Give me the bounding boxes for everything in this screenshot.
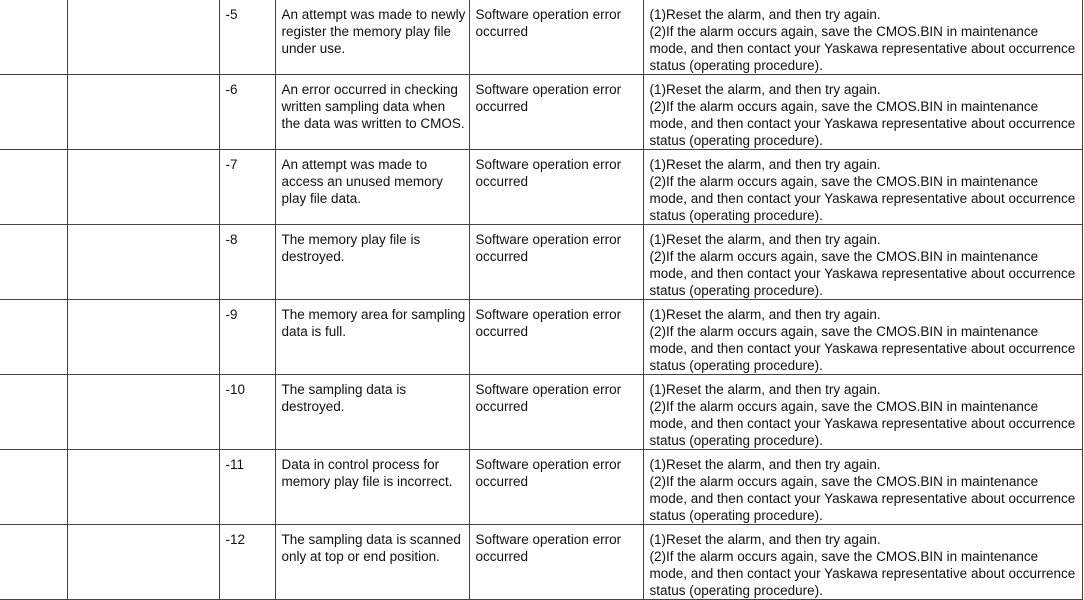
description-cell: The memory play file is destroyed. (275, 225, 469, 300)
cause-cell: Software operation error occurred (469, 300, 643, 375)
remedy-cell: (1)Reset the alarm, and then try again. (2)If the alarm occurs again, save the CMOS.BIN in maintenance mode, and then contact your Yaskawa representative about occurrence status (operating procedure). (643, 525, 1082, 600)
remedy-cell: (1)Reset the alarm, and then try again. (2)If the alarm occurs again, save the CMOS.BIN in maintenance mode, and then contact your Yaskawa representative about occurrence status (operating procedure). (643, 225, 1082, 300)
alarm-name-cell (67, 225, 219, 300)
subcode-cell: -7 (219, 150, 275, 225)
table-row (0, 75, 1082, 150)
remedy-cell: (1)Reset the alarm, and then try again. (2)If the alarm occurs again, save the CMOS.BIN in maintenance mode, and then contact your Yaskawa representative about occurrence status (operating procedure). (643, 300, 1082, 375)
table-row (0, 450, 1082, 525)
cause-cell: Software operation error occurred (469, 225, 643, 300)
cause-cell: Software operation error occurred (469, 525, 643, 600)
alarm-number-cell (0, 525, 67, 600)
alarm-number-cell (0, 0, 67, 75)
remedy-cell: (1)Reset the alarm, and then try again. (2)If the alarm occurs again, save the CMOS.BIN in maintenance mode, and then contact your Yaskawa representative about occurrence status (operating procedure). (643, 375, 1082, 450)
alarm-number-cell (0, 150, 67, 225)
subcode-cell: -11 (219, 450, 275, 525)
alarm-name-cell (67, 525, 219, 600)
table-row (0, 525, 1082, 600)
description-cell: The memory area for sampling data is full. (275, 300, 469, 375)
remedy-cell: (1)Reset the alarm, and then try again. (2)If the alarm occurs again, save the CMOS.BIN in maintenance mode, and then contact your Yaskawa representative about occurrence status (operating procedure). (643, 450, 1082, 525)
alarm-name-cell (67, 300, 219, 375)
alarm-name-cell (67, 0, 219, 75)
description-cell: An attempt was made to newly register the memory play file under use. (275, 0, 469, 75)
cause-cell: Software operation error occurred (469, 0, 643, 75)
alarm-number-cell (0, 225, 67, 300)
alarm-number-cell (0, 375, 67, 450)
alarm-number-cell (0, 300, 67, 375)
description-cell: The sampling data is destroyed. (275, 375, 469, 450)
remedy-cell: (1)Reset the alarm, and then try again. (2)If the alarm occurs again, save the CMOS.BIN in maintenance mode, and then contact your Yaskawa representative about occurrence status (operating procedure). (643, 0, 1082, 75)
table-row (0, 375, 1082, 450)
table-row (0, 0, 1082, 75)
description-cell: Data in control process for memory play file is incorrect. (275, 450, 469, 525)
description-cell: An attempt was made to access an unused memory play file data. (275, 150, 469, 225)
table-row (0, 300, 1082, 375)
cause-cell: Software operation error occurred (469, 450, 643, 525)
subcode-cell: -6 (219, 75, 275, 150)
alarm-name-cell (67, 75, 219, 150)
subcode-cell: -5 (219, 0, 275, 75)
alarm-number-cell (0, 450, 67, 525)
alarm-name-cell (67, 150, 219, 225)
description-cell: An error occurred in checking written sampling data when the data was written to CMOS. (275, 75, 469, 150)
remedy-cell: (1)Reset the alarm, and then try again. (2)If the alarm occurs again, save the CMOS.BIN in maintenance mode, and then contact your Yaskawa representative about occurrence status (operating procedure). (643, 150, 1082, 225)
alarm-number-cell (0, 75, 67, 150)
alarm-name-cell (67, 375, 219, 450)
subcode-cell: -8 (219, 225, 275, 300)
cause-cell: Software operation error occurred (469, 150, 643, 225)
subcode-cell: -12 (219, 525, 275, 600)
cause-cell: Software operation error occurred (469, 75, 643, 150)
subcode-cell: -10 (219, 375, 275, 450)
remedy-cell: (1)Reset the alarm, and then try again. (2)If the alarm occurs again, save the CMOS.BIN in maintenance mode, and then contact your Yaskawa representative about occurrence status (operating procedure). (643, 75, 1082, 150)
subcode-cell: -9 (219, 300, 275, 375)
alarm-name-cell (67, 450, 219, 525)
description-cell: The sampling data is scanned only at top or end position. (275, 525, 469, 600)
table-row (0, 225, 1082, 300)
table-row (0, 150, 1082, 225)
cause-cell: Software operation error occurred (469, 375, 643, 450)
